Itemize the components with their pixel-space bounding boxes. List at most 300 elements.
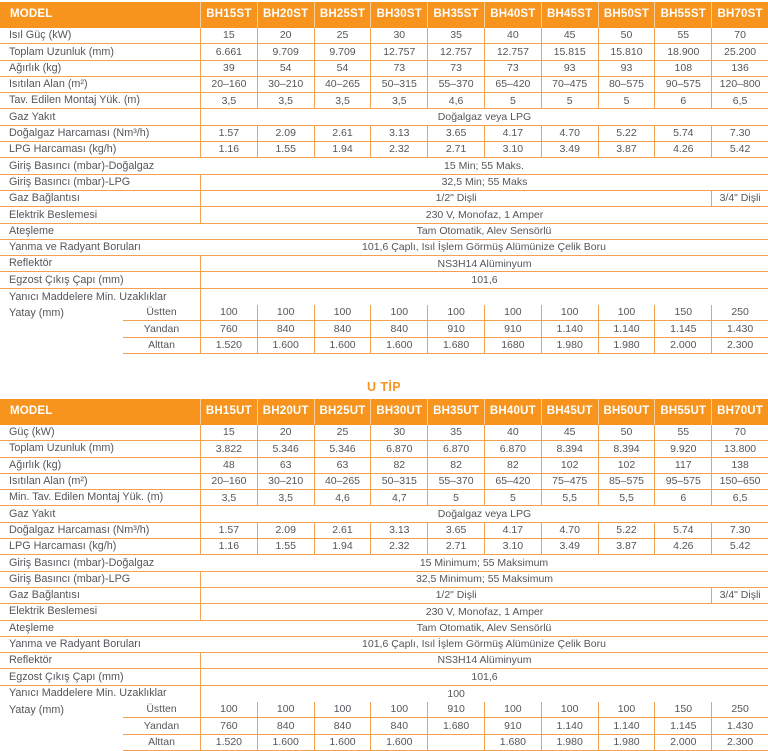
cell-value: 1.94 — [314, 142, 371, 157]
span-value: 230 V, Monofaz, 1 Amper — [200, 604, 768, 619]
cell-value: 1.140 — [541, 321, 598, 337]
cell-value: 2.32 — [370, 142, 427, 157]
cell-value: 1.600 — [314, 735, 371, 751]
row-label: Yanma ve Radyant Boruları — [9, 241, 141, 254]
table-row — [0, 338, 768, 354]
row-label: Ateşleme — [9, 224, 55, 237]
cell-value: 1.600 — [370, 735, 427, 751]
cell-value: 5.42 — [711, 539, 768, 554]
cell-value: 1.16 — [200, 539, 257, 554]
cell-value: 4,6 — [427, 93, 484, 108]
cell-value: 2.61 — [314, 126, 371, 141]
span-value: Tam Otomatik, Alev Sensörlü — [416, 224, 552, 237]
cell-value: 4.26 — [654, 142, 711, 157]
cell-value: 108 — [654, 61, 711, 76]
table-row — [0, 158, 768, 174]
cell-value: 100 — [200, 305, 257, 321]
cell-value: 1.145 — [654, 321, 711, 337]
cell-value: 5,5 — [541, 490, 598, 505]
cell-value: 840 — [314, 321, 371, 337]
cell-value: 9.709 — [257, 44, 314, 59]
span-value: 32,5 Min; 55 Maks — [200, 175, 768, 190]
cell-value: 73 — [484, 61, 541, 76]
column-header: BH45ST — [541, 2, 598, 28]
cell-value: 1.145 — [654, 718, 711, 734]
cell-value: 840 — [370, 321, 427, 337]
cell-value: 138 — [711, 458, 768, 473]
cell-value: 35 — [427, 28, 484, 43]
cell-value: 100 — [370, 702, 427, 718]
cell-value: 3.822 — [200, 441, 257, 456]
cell-value: 4.17 — [484, 126, 541, 141]
span-value-last: 3/4" Dişli — [711, 191, 768, 206]
cell-value: 4,7 — [370, 490, 427, 505]
cell-value: 40 — [484, 425, 541, 440]
cell-value: 1.430 — [711, 718, 768, 734]
table-row — [0, 425, 768, 441]
st-models-table — [0, 2, 768, 354]
cell-value: 12.757 — [484, 44, 541, 59]
cell-value: 100 — [314, 305, 371, 321]
sub-row-label: Üstten — [123, 702, 200, 718]
span-value: 32,5 Minimum; 55 Maksimum — [200, 572, 768, 587]
cell-value: 15 — [200, 28, 257, 43]
span-value: Doğalgaz veya LPG — [200, 109, 768, 124]
table-row — [0, 28, 768, 44]
cell-value: 4.17 — [484, 523, 541, 538]
table-row — [0, 572, 768, 588]
row-label: Min. Tav. Edilen Montaj Yük. (m) — [9, 491, 164, 504]
table-row — [0, 289, 768, 305]
cell-value: 9.920 — [654, 441, 711, 456]
cell-value: 4.26 — [654, 539, 711, 554]
cell-value: 6.870 — [427, 441, 484, 456]
cell-value: 840 — [370, 718, 427, 734]
model-header: MODEL — [10, 8, 53, 21]
cell-value: 1.980 — [598, 338, 655, 354]
cell-value: 1.680 — [484, 735, 541, 751]
cell-value: 45 — [541, 28, 598, 43]
table-row — [0, 207, 768, 223]
cell-value: 8.394 — [598, 441, 655, 456]
cell-value: 4.70 — [541, 126, 598, 141]
cell-value: 5.74 — [654, 523, 711, 538]
row-label: Gaz Bağlantısı — [9, 589, 80, 602]
cell-value: 1.140 — [541, 718, 598, 734]
cell-value: 1.600 — [257, 735, 314, 751]
span-value: 230 V, Monofaz, 1 Amper — [200, 207, 768, 222]
cell-value: 5.42 — [711, 142, 768, 157]
span-value: 15 Minimum; 55 Maksimum — [419, 556, 549, 569]
cell-value: 6,5 — [711, 93, 768, 108]
label-row-value-area — [200, 289, 768, 305]
cell-value: 6.870 — [370, 441, 427, 456]
column-header: BH35ST — [427, 2, 484, 28]
cell-value: 75–475 — [541, 474, 598, 489]
cell-value: 102 — [541, 458, 598, 473]
cell-value: 1.980 — [598, 735, 655, 751]
span-value: Doğalgaz veya LPG — [200, 506, 768, 521]
cell-value: 30 — [370, 425, 427, 440]
sub-row-label: Üstten — [123, 305, 200, 321]
cell-value: 7.30 — [711, 523, 768, 538]
table-row — [0, 240, 768, 256]
cell-value: 6.661 — [200, 44, 257, 59]
table-row — [0, 702, 768, 718]
cell-value: 82 — [370, 458, 427, 473]
column-header: BH25ST — [314, 2, 371, 28]
row-label: Elektrik Beslemesi — [9, 208, 98, 221]
cell-value: 20 — [257, 425, 314, 440]
cell-value: 100 — [484, 305, 541, 321]
span-value: 101,6 — [200, 272, 768, 287]
cell-value: 39 — [200, 61, 257, 76]
table-row — [0, 305, 768, 321]
table-row — [0, 175, 768, 191]
span-value: 15 Min; 55 Maks. — [444, 159, 524, 172]
cell-value: 25 — [314, 28, 371, 43]
row-label: Ateşleme — [9, 621, 55, 634]
cell-value: 910 — [427, 702, 484, 718]
column-header: BH70UT — [711, 399, 768, 425]
cell-value: 3.13 — [370, 126, 427, 141]
u-tip-title: U TİP — [367, 379, 401, 394]
cell-value: 93 — [598, 61, 655, 76]
cell-value: 100 — [598, 305, 655, 321]
cell-value: 20 — [257, 28, 314, 43]
row-label: Elektrik Beslemesi — [9, 605, 98, 618]
cell-value: 100 — [598, 702, 655, 718]
cell-value: 136 — [711, 61, 768, 76]
model-header: MODEL — [10, 405, 53, 418]
cell-value: 45 — [541, 425, 598, 440]
cell-value: 12.757 — [370, 44, 427, 59]
cell-value: 5,5 — [598, 490, 655, 505]
table-row — [0, 44, 768, 60]
cell-value: 63 — [257, 458, 314, 473]
cell-value: 6 — [654, 490, 711, 505]
sub-row-label: Alttan — [123, 338, 200, 354]
cell-value: 15.810 — [598, 44, 655, 59]
row-label: Reflektör — [9, 654, 53, 667]
cell-value: 5.74 — [654, 126, 711, 141]
row-label: Giriş Basıncı (mbar)-LPG — [9, 572, 131, 585]
cell-value: 3.10 — [484, 539, 541, 554]
row-label: Isıtılan Alan (m²) — [9, 78, 88, 91]
cell-value: 100 — [541, 305, 598, 321]
cell-value: 73 — [427, 61, 484, 76]
cell-value: 1.94 — [314, 539, 371, 554]
cell-value: 1.57 — [200, 523, 257, 538]
cell-value: 1.16 — [200, 142, 257, 157]
table-row — [0, 523, 768, 539]
column-header: BH25UT — [314, 399, 371, 425]
table-row — [0, 272, 768, 288]
cell-value: 50 — [598, 28, 655, 43]
cell-value: 6,5 — [711, 490, 768, 505]
cell-value: 1.140 — [598, 321, 655, 337]
cell-value: 150–650 — [711, 474, 768, 489]
row-label: Egzost Çıkış Çapı (mm) — [9, 670, 124, 683]
cell-value: 35 — [427, 425, 484, 440]
cell-value: 1.55 — [257, 142, 314, 157]
table-row — [0, 191, 768, 207]
cell-value: 5 — [427, 490, 484, 505]
column-header: BH20ST — [257, 2, 314, 28]
cell-value: 1.980 — [541, 735, 598, 751]
table-row — [0, 588, 768, 604]
cell-value: 70–475 — [541, 77, 598, 92]
ut-models-table — [0, 399, 768, 751]
cell-value: 6 — [654, 93, 711, 108]
cell-value: 82 — [484, 458, 541, 473]
row-label — [0, 338, 123, 354]
row-label: Yanma ve Radyant Boruları — [9, 638, 141, 651]
row-label — [0, 735, 123, 751]
cell-value: 20–160 — [200, 474, 257, 489]
cell-value: 63 — [314, 458, 371, 473]
cell-value: 100 — [484, 702, 541, 718]
cell-value: 100 — [257, 305, 314, 321]
table-row — [0, 604, 768, 620]
span-value: Tam Otomatik, Alev Sensörlü — [416, 621, 552, 634]
cell-value: 2.32 — [370, 539, 427, 554]
cell-value: 15 — [200, 425, 257, 440]
cell-value: 73 — [370, 61, 427, 76]
cell-value: 2.000 — [654, 338, 711, 354]
row-label: Toplam Uzunluk (mm) — [9, 45, 114, 58]
row-label: Ağırlık (kg) — [9, 61, 62, 74]
cell-value: 910 — [484, 321, 541, 337]
column-header: BH30ST — [370, 2, 427, 28]
cell-value: 2.71 — [427, 539, 484, 554]
cell-value: 54 — [314, 61, 371, 76]
cell-value: 3,5 — [314, 93, 371, 108]
table-row — [0, 718, 768, 734]
sub-row-label: Alttan — [123, 735, 200, 751]
cell-value: 100 — [427, 305, 484, 321]
cell-value: 3.87 — [598, 539, 655, 554]
cell-value: 9.709 — [314, 44, 371, 59]
span-value: 101,6 Çaplı, Isıl İşlem Görmüş Alümünize Çelik Boru — [362, 241, 606, 254]
row-label: Toplam Uzunluk (mm) — [9, 442, 114, 455]
cell-value: 1.980 — [541, 338, 598, 354]
cell-value: 100 — [370, 305, 427, 321]
table-row — [0, 637, 768, 653]
column-header: BH40UT — [484, 399, 541, 425]
cell-value: 90–575 — [654, 77, 711, 92]
cell-value: 250 — [711, 305, 768, 321]
cell-value: 910 — [484, 718, 541, 734]
column-header: BH50ST — [598, 2, 655, 28]
cell-value: 250 — [711, 702, 768, 718]
table-row — [0, 539, 768, 555]
table-row — [0, 458, 768, 474]
cell-value: 1.57 — [200, 126, 257, 141]
row-label: Ağırlık (kg) — [9, 458, 62, 471]
cell-value: 5.22 — [598, 126, 655, 141]
column-header: BH35UT — [427, 399, 484, 425]
cell-value: 5 — [484, 490, 541, 505]
row-label: Reflektör — [9, 257, 53, 270]
column-header: BH20UT — [257, 399, 314, 425]
cell-value: 50 — [598, 425, 655, 440]
row-label — [0, 718, 123, 734]
span-value: 101,6 — [200, 669, 768, 684]
cell-value: 5.346 — [257, 441, 314, 456]
cell-value: 40–265 — [314, 77, 371, 92]
table-row — [0, 142, 768, 158]
cell-value: 20–160 — [200, 77, 257, 92]
cell-value: 1.140 — [598, 718, 655, 734]
cell-value: 2.71 — [427, 142, 484, 157]
cell-value: 4,6 — [314, 490, 371, 505]
table-row — [0, 126, 768, 142]
cell-value: 1.600 — [314, 338, 371, 354]
span-value: 1/2" Dişli — [200, 588, 711, 603]
cell-value: 5.346 — [314, 441, 371, 456]
cell-value: 3,5 — [200, 93, 257, 108]
cell-value: 7.30 — [711, 126, 768, 141]
cell-value: 1.680 — [427, 718, 484, 734]
cell-value: 117 — [654, 458, 711, 473]
cell-value: 85–575 — [598, 474, 655, 489]
sub-row-label: Yandan — [123, 321, 200, 337]
cell-value: 100 — [541, 702, 598, 718]
cell-value: 3.49 — [541, 142, 598, 157]
cell-value: 70 — [711, 28, 768, 43]
cell-value: 70 — [711, 425, 768, 440]
cell-value: 40 — [484, 28, 541, 43]
span-value: NS3H14 Alüminyum — [200, 256, 768, 271]
column-header: BH45UT — [541, 399, 598, 425]
column-header: BH70ST — [711, 2, 768, 28]
cell-value: 1680 — [484, 338, 541, 354]
cell-value: 5 — [598, 93, 655, 108]
sub-row-label: Yandan — [123, 718, 200, 734]
column-header: BH15UT — [200, 399, 257, 425]
cell-value: 82 — [427, 458, 484, 473]
table-row — [0, 77, 768, 93]
cell-value: 6.870 — [484, 441, 541, 456]
table-row — [0, 256, 768, 272]
cell-value: 150 — [654, 305, 711, 321]
table-row — [0, 224, 768, 240]
span-value: 101,6 Çaplı, Isıl İşlem Görmüş Alümünize Çelik Boru — [362, 638, 606, 651]
cell-value: 50–315 — [370, 474, 427, 489]
cell-value: 3,5 — [257, 490, 314, 505]
table-row — [0, 490, 768, 506]
row-label: LPG Harcaması (kg/h) — [9, 143, 117, 156]
cell-value: 2.61 — [314, 523, 371, 538]
cell-value: 48 — [200, 458, 257, 473]
row-label: Tav. Edilen Montaj Yük. (m) — [9, 94, 141, 107]
table-row — [0, 621, 768, 637]
cell-value: 2.300 — [711, 735, 768, 751]
row-label: Yanıcı Maddelere Min. Uzaklıklar — [9, 290, 167, 303]
cell-value: 40–265 — [314, 474, 371, 489]
row-label: Gaz Yakıt — [9, 110, 56, 123]
cell-value: 30–210 — [257, 474, 314, 489]
cell-value: 840 — [257, 321, 314, 337]
cell-value — [427, 735, 484, 751]
cell-value: 120–800 — [711, 77, 768, 92]
span-value: 1/2" Dişli — [200, 191, 711, 206]
table-header-row — [0, 2, 768, 28]
cell-value: 3.49 — [541, 539, 598, 554]
cell-value: 100 — [257, 702, 314, 718]
table-row — [0, 61, 768, 77]
cell-value: 80–575 — [598, 77, 655, 92]
cell-value: 2.09 — [257, 523, 314, 538]
cell-value: 1.600 — [370, 338, 427, 354]
cell-value: 1.55 — [257, 539, 314, 554]
cell-value: 1.520 — [200, 338, 257, 354]
table-row — [0, 474, 768, 490]
cell-value: 100 — [200, 702, 257, 718]
cell-value: 5.22 — [598, 523, 655, 538]
cell-value: 840 — [257, 718, 314, 734]
cell-value: 102 — [598, 458, 655, 473]
cell-value: 760 — [200, 321, 257, 337]
cell-value: 5 — [484, 93, 541, 108]
column-header: BH30UT — [370, 399, 427, 425]
cell-value: 1.680 — [427, 338, 484, 354]
column-header: BH40ST — [484, 2, 541, 28]
cell-value: 8.394 — [541, 441, 598, 456]
cell-value: 30 — [370, 28, 427, 43]
cell-value: 93 — [541, 61, 598, 76]
table-header-row — [0, 399, 768, 425]
cell-value: 3,5 — [257, 93, 314, 108]
table-row — [0, 321, 768, 337]
table-row — [0, 93, 768, 109]
row-label: Isıl Güç (kW) — [9, 29, 72, 42]
label-row-value-area — [200, 686, 768, 702]
table-row — [0, 555, 768, 571]
column-header: BH50UT — [598, 399, 655, 425]
cell-value: 50–315 — [370, 77, 427, 92]
row-label: Yatay (mm) — [9, 703, 64, 716]
table-row — [0, 686, 768, 702]
table-row — [0, 669, 768, 685]
cell-value: 54 — [257, 61, 314, 76]
cell-value: 3.10 — [484, 142, 541, 157]
cell-value: 18.900 — [654, 44, 711, 59]
row-label: Gaz Bağlantısı — [9, 192, 80, 205]
cell-value: 13.800 — [711, 441, 768, 456]
cell-value: 840 — [314, 718, 371, 734]
cell-value: 4.70 — [541, 523, 598, 538]
row-label: Giriş Basıncı (mbar)-LPG — [9, 175, 131, 188]
row-label: Yatay (mm) — [9, 306, 64, 319]
cell-value: 760 — [200, 718, 257, 734]
cell-value: 55 — [654, 28, 711, 43]
column-header: BH55UT — [654, 399, 711, 425]
table-row — [0, 506, 768, 522]
cell-value: 15.815 — [541, 44, 598, 59]
cell-value: 3.13 — [370, 523, 427, 538]
cell-value: 2.000 — [654, 735, 711, 751]
row-label: Güç (kW) — [9, 426, 55, 439]
cell-value: 55–370 — [427, 77, 484, 92]
table-row — [0, 735, 768, 751]
cell-value: 25 — [314, 425, 371, 440]
cell-value: 3,5 — [370, 93, 427, 108]
cell-value: 55–370 — [427, 474, 484, 489]
cell-value: 2.300 — [711, 338, 768, 354]
table-row — [0, 653, 768, 669]
